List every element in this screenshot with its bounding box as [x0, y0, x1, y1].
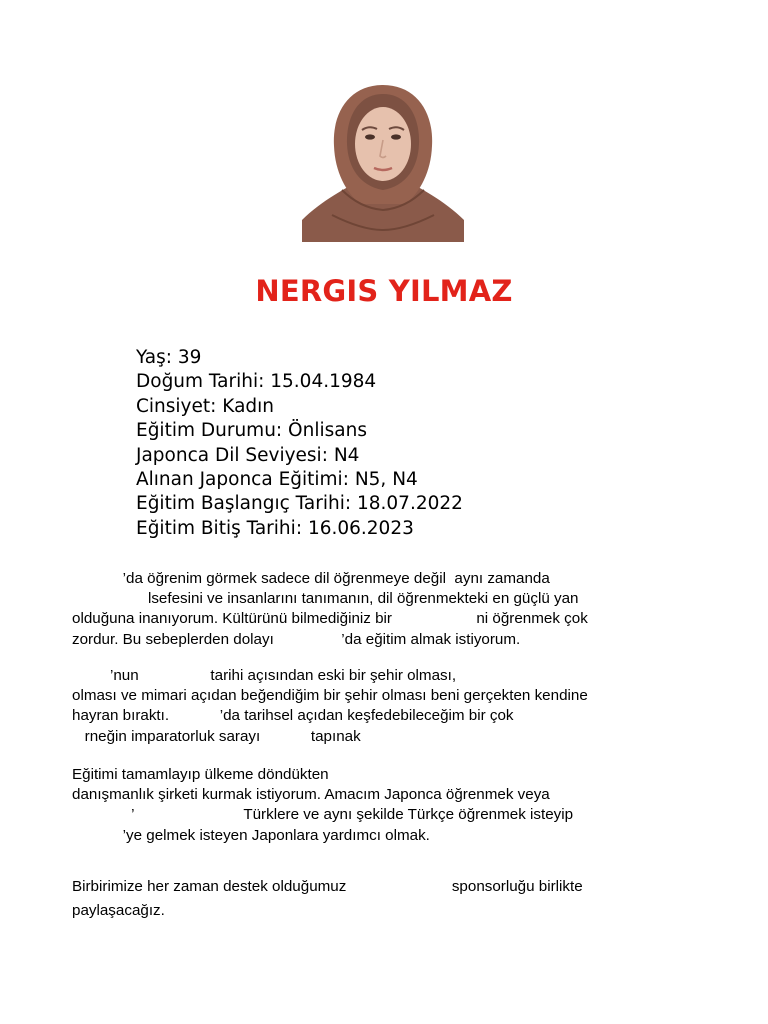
detail-training-end: Eğitim Bitiş Tarihi: 16.06.2023 [136, 517, 414, 539]
personal-details [136, 346, 463, 541]
detail-age: Yaş: 39 [136, 347, 202, 368]
detail-japanese-training: Alınan Japonca Eğitimi: N5, N4 [136, 469, 418, 491]
paragraph-city: ’nun tarihi açısından eski bir şehir olması, olması ve mimari açıdan beğendiğim bir şehir olması beni gerçekten kendine hayran bıraktı. ’da tarihsel açıdan keşfedebileceğim bir çok rneğin imparatorluk sarayı tapınak [72, 667, 588, 745]
detail-japanese-level: Japonca Dil Seviyesi: N4 [136, 444, 360, 466]
profile-photo [302, 80, 464, 242]
paragraph-goals: Eğitimi tamamlayıp ülkeme döndükten danışmanlık şirketi kurmak istiyorum. Amacım Japonca öğrenmek veya ’ Türklere ve aynı şekilde Türkçe öğrenmek isteyip ’ye gelmek isteyen Japonlara yardımcı olmak. [72, 766, 574, 844]
detail-training-start: Eğitim Başlangıç Tarihi: 18.07.2022 [136, 493, 463, 515]
detail-education: Eğitim Durumu: Önlisans [136, 420, 367, 442]
portrait-photo-icon [302, 80, 464, 242]
paragraph-motivation: ’da öğrenim görmek sadece dil öğrenmeye değil aynı zamanda lsefesini ve insanlarını tanımanın, dil öğrenmekteki en güçlü yan olduğuna inanıyorum. Kültürünü bilmediğiniz bir ni öğrenmek çok zordur. Bu sebeplerden dolayı ’da eğitim almak istiyorum. [72, 570, 588, 648]
paragraph-closing: Birbirimize her zaman destek olduğumuz sponsorluğu birlikte paylaşacağız. [72, 878, 583, 919]
detail-gender: Cinsiyet: Kadın [136, 395, 275, 417]
detail-birth-date: Doğum Tarihi: 15.04.1984 [136, 371, 377, 393]
person-name: NERGIS YILMAZ [255, 274, 513, 308]
